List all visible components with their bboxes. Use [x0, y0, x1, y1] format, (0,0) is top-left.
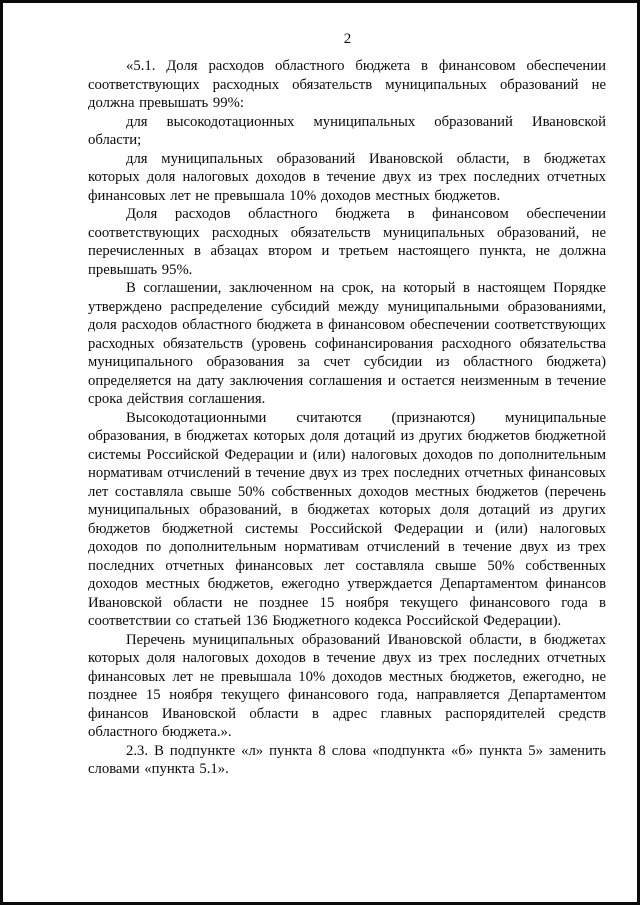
paragraph-list-item-tax-revenue: для муниципальных образований Ивановской области, в бюджетах которых доля налоговых доходов в течение двух из трех последних отчетных финансовых лет не превышала 10% доходов местных бюджетов. — [88, 150, 606, 204]
paragraph-agreement-terms: В соглашении, заключенном на срок, на который в настоящем Порядке утверждено распределение субсидий между муниципальными образованиями, доля расходов областного бюджета в финансовом обеспечении соответствующих расходных обязательств (уровень софинансирования расходного обязательства муниципального образования за счет субсидии из областного бюджета) определяется на дату заключения соглашения и остается неизменным в течение срока действия соглашения. — [88, 280, 606, 407]
paragraph-municipal-list-procedure: Перечень муниципальных образований Ивановской области, в бюджетах которых доля налоговых доходов в течение двух из трех последних отчетных финансовых лет не превышала 10% доходов местных бюджетов, ежегодно, не позднее 15 ноября текущего финансового года, направляется Департаментом финансов Ивановской области в адрес главных распорядителей средств областного бюджета.». — [88, 631, 606, 740]
paragraph-clause-2-3-amendment: 2.3. В подпункте «л» пункта 8 слова «подпункта «б» пункта 5» заменить словами «пункта 5.1». — [88, 742, 606, 777]
paragraph-highly-subsidized-definition: Высокодотационными считаются (признаются) муниципальные образования, в бюджетах которых доля дотаций из других бюджетов бюджетной системы Российской Федерации и (или) налоговых доходов по дополнительным нормативам отчислений в течение двух из трех последних отчетных финансовых лет составляла свыше 50% собственных доходов местных бюджетов (перечень муниципальных образований, в бюджетах которых доля дотаций из других бюджетов бюджетной системы Российской Федерации и (или) налоговых доходов по дополнительным нормативам отчислений в течение двух из трех последних отчетных финансовых лет составляла свыше 50% собственных доходов местных бюджетов, ежегодно утверждается Департаментом финансов Ивановской области не позднее 15 ноября текущего финансового года в соответствии со статьей 136 Бюджетного кодекса Российской Федерации). — [88, 409, 606, 629]
paragraph-clause-5-1-intro: «5.1. Доля расходов областного бюджета в финансовом обеспечении соответствующих расходных обязательств муниципальных образований не должна превышать 99%: — [88, 58, 606, 111]
paragraph-95-percent-limit: Доля расходов областного бюджета в финансовом обеспечении соответствующих расходных обязательств муниципальных образований, не перечисленных в абзацах втором и третьем настоящего пункта, не должна превышать 95%. — [88, 206, 606, 278]
document-body — [88, 57, 606, 779]
paragraph-list-item-highly-subsidized: для высокодотационных муниципальных образований Ивановской области; — [88, 113, 606, 148]
page-number: 2 — [343, 31, 352, 47]
